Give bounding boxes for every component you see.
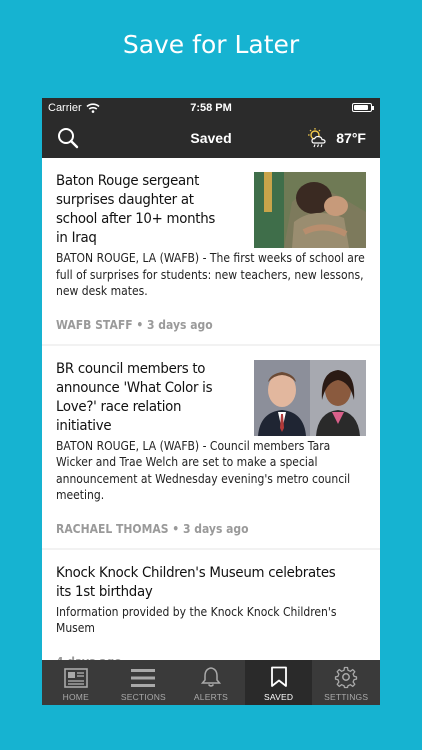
temperature: 87°F bbox=[336, 130, 366, 146]
search-button[interactable] bbox=[56, 126, 80, 150]
search-icon bbox=[56, 126, 80, 150]
weather-widget[interactable] bbox=[306, 127, 366, 149]
newspaper-icon bbox=[64, 668, 88, 688]
partly-cloudy-rain-icon bbox=[306, 127, 330, 149]
tab-saved[interactable] bbox=[245, 660, 313, 705]
article-author: WAFB STAFF bbox=[56, 317, 133, 332]
tab-label: SAVED bbox=[263, 692, 294, 702]
tab-bar bbox=[42, 660, 380, 705]
article-author: RACHAEL THOMAS bbox=[56, 521, 169, 536]
battery-icon bbox=[352, 103, 372, 112]
article-summary: BATON ROUGE, LA (WAFB) - The first weeks of school are full of surprises for students: new teachers, new lessons, new desk mates. bbox=[56, 251, 365, 298]
saved-articles-list bbox=[42, 158, 380, 660]
article-card[interactable] bbox=[42, 158, 380, 344]
article-summary: BATON ROUGE, LA (WAFB) - Council members Tara Wicker and Trae Welch are set to make a special announcement at Wednesday evening's metro council meeting. bbox=[56, 438, 351, 502]
status-time: 7:58 PM bbox=[190, 102, 232, 114]
bell-icon bbox=[200, 666, 222, 688]
article-title[interactable]: BR council members to announce 'What Color is Love?' race relation initiative bbox=[56, 360, 213, 434]
carrier-label: Carrier bbox=[48, 102, 82, 114]
tab-label: SETTINGS bbox=[324, 692, 369, 702]
tab-alerts[interactable] bbox=[177, 660, 245, 705]
tab-label: HOME bbox=[62, 692, 89, 702]
tab-label: SECTIONS bbox=[120, 692, 166, 702]
tab-label: ALERTS bbox=[193, 692, 229, 702]
tab-home[interactable] bbox=[42, 660, 110, 705]
phone-screen bbox=[42, 98, 380, 705]
meta-separator: • bbox=[172, 521, 180, 536]
bookmark-icon bbox=[270, 666, 288, 688]
article-title[interactable]: Baton Rouge sergeant surprises daughter at school after 10+ months in Iraq bbox=[56, 173, 216, 246]
article-card[interactable] bbox=[42, 346, 380, 548]
article-thumbnail[interactable] bbox=[254, 360, 366, 436]
promo-title: Save for Later bbox=[122, 30, 300, 59]
page-title: Saved bbox=[190, 130, 232, 146]
meta-separator: • bbox=[136, 317, 144, 332]
battery-level bbox=[354, 105, 368, 110]
menu-icon bbox=[131, 668, 155, 688]
soldier-hug-photo bbox=[254, 172, 366, 248]
article-age: 3 days ago bbox=[182, 521, 249, 536]
tab-sections[interactable] bbox=[110, 660, 178, 705]
article-age: 3 days ago bbox=[147, 317, 213, 332]
article-thumbnail[interactable] bbox=[254, 172, 366, 248]
nav-bar bbox=[42, 118, 380, 158]
council-members-photo bbox=[254, 360, 366, 436]
article-summary: Information provided by the Knock Knock Children's Musem bbox=[56, 604, 337, 635]
tab-settings[interactable] bbox=[312, 660, 380, 705]
article-meta bbox=[56, 522, 335, 536]
article-meta bbox=[56, 318, 335, 332]
gear-icon bbox=[335, 666, 357, 688]
status-bar bbox=[42, 98, 380, 118]
article-title[interactable]: Knock Knock Children's Museum celebrates its 1st birthday bbox=[56, 564, 336, 600]
